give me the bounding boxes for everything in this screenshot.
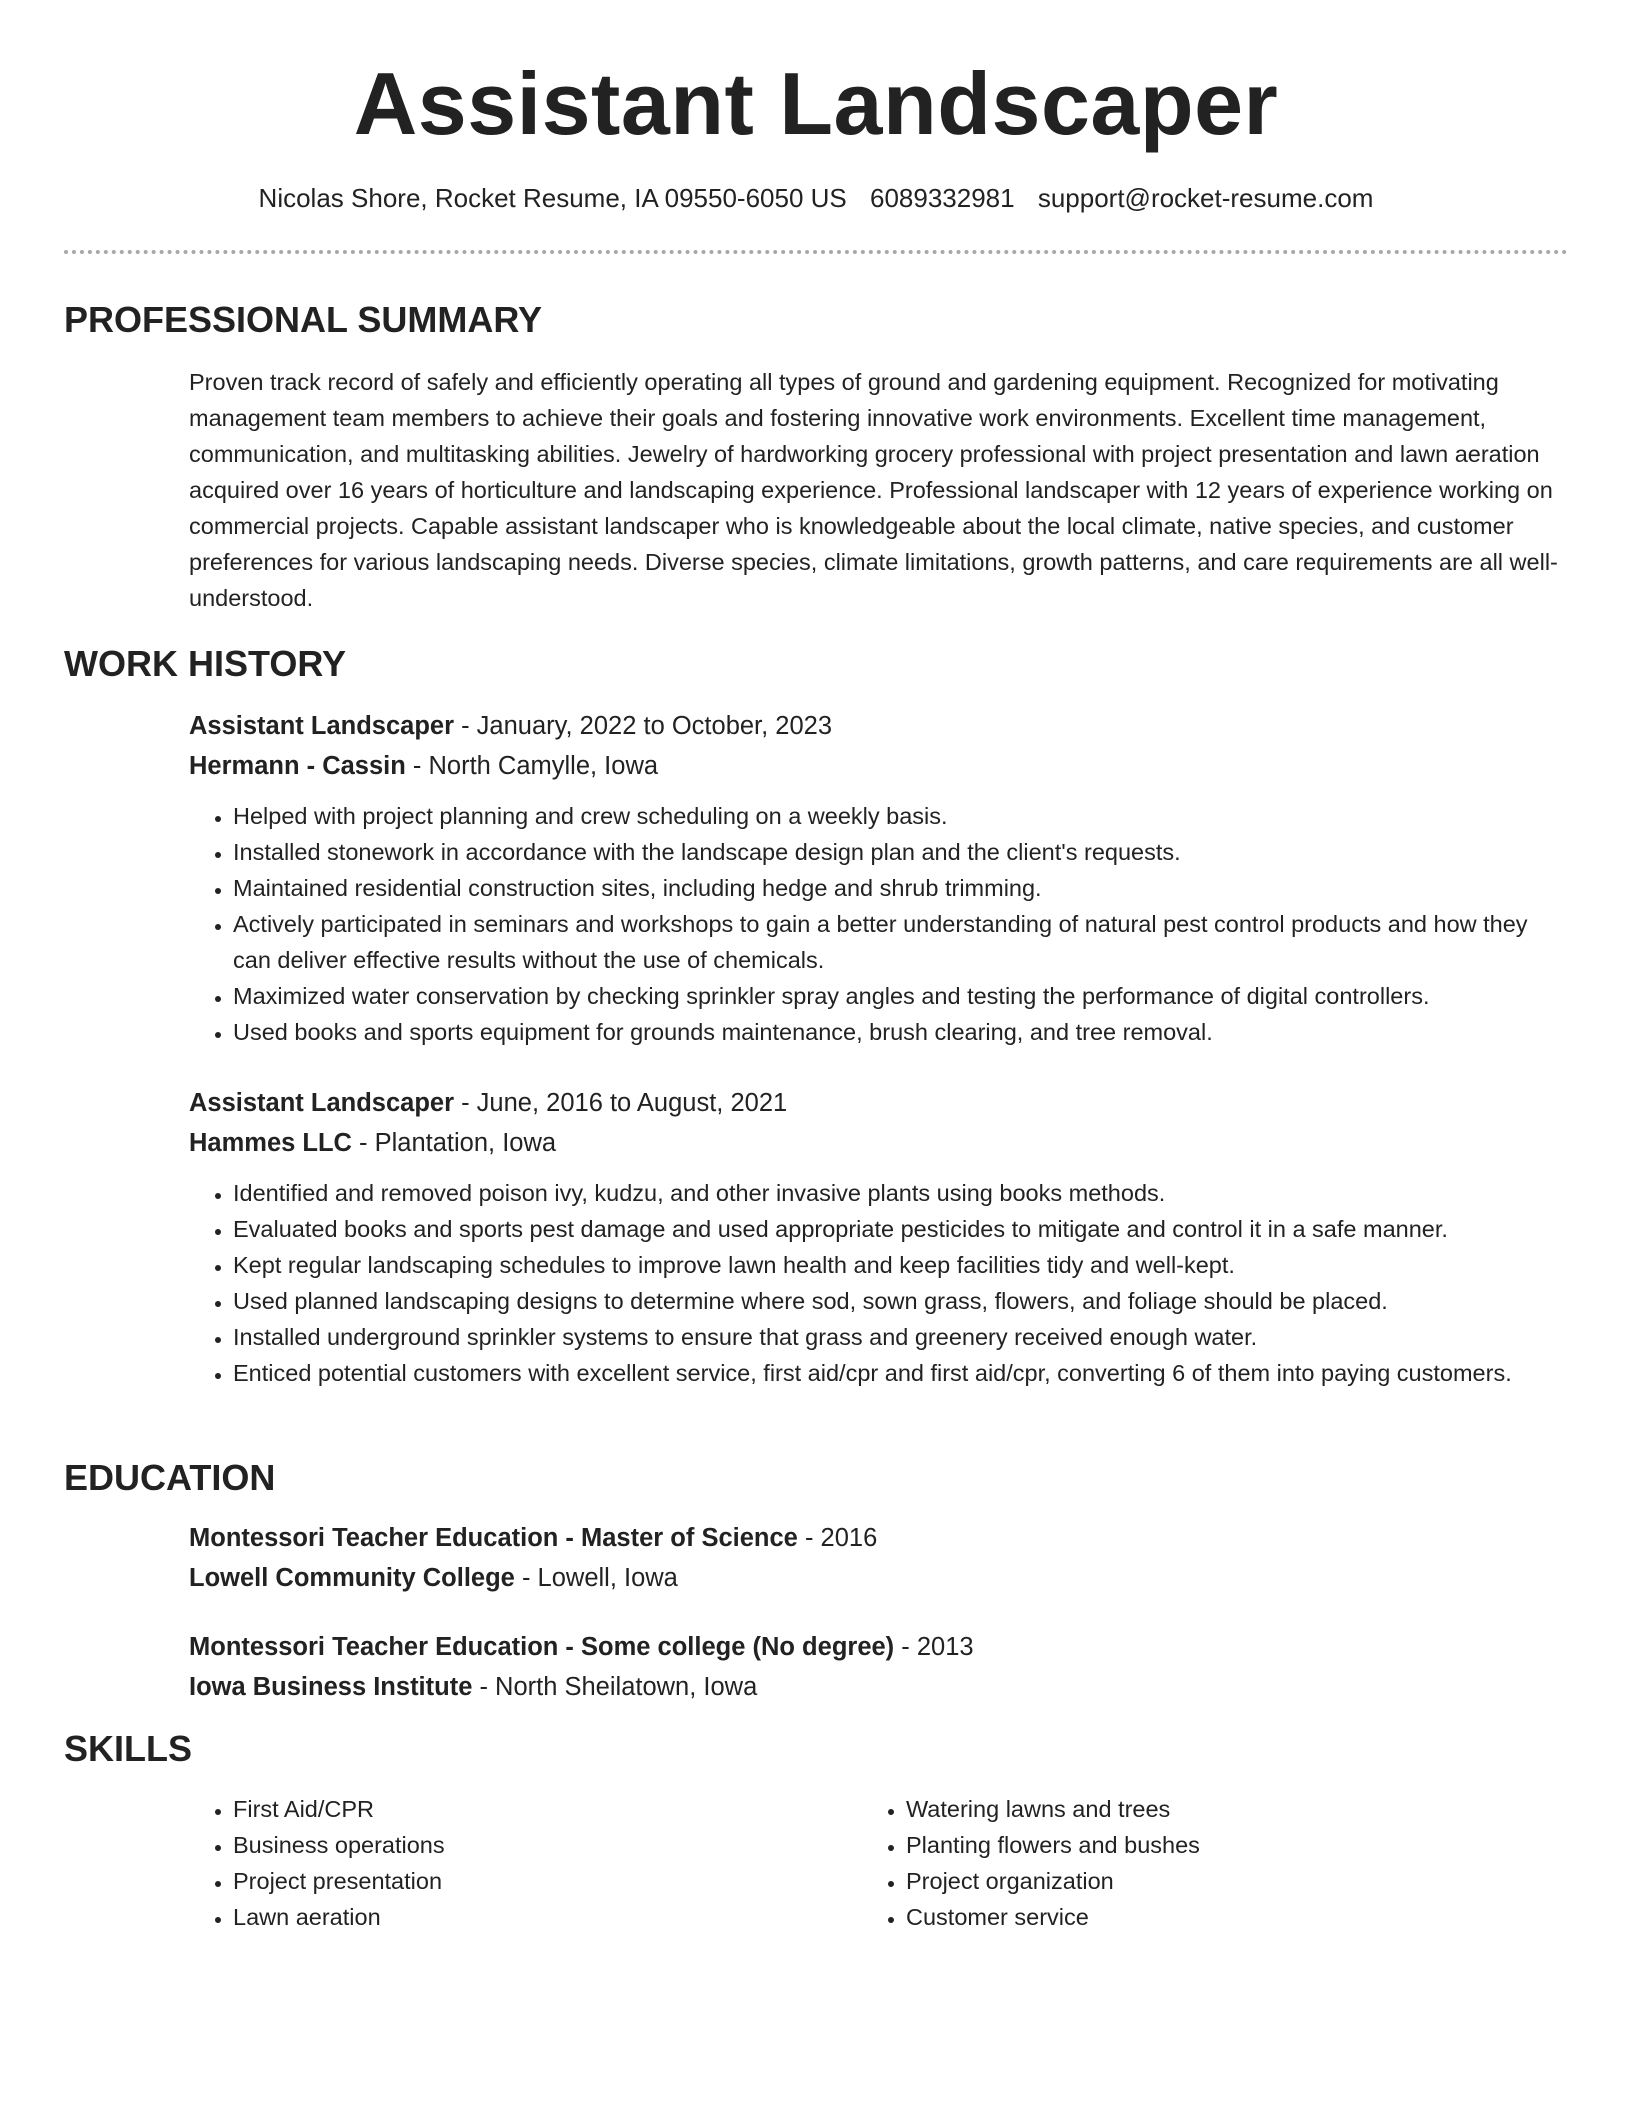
job-duty: • Used planned landscaping designs to determine where sod, sown grass, flowers, and foliage should be placed. — [233, 1283, 1569, 1319]
skills-list — [189, 1791, 809, 1935]
job-duty: • Used books and sports equipment for grounds maintenance, brush clearing, and tree removal. — [233, 1014, 1569, 1050]
skill-item: • Project organization — [906, 1863, 1482, 1899]
contact-line — [0, 182, 1632, 214]
skills-list — [862, 1791, 1482, 1935]
degree-year: - 2016 — [797, 1524, 878, 1552]
degree: Montessori Teacher Education - Some college (No degree) — [189, 1633, 895, 1661]
job-duty: • Identified and removed poison ivy, kudzu, and other invasive plants using books methods. — [233, 1175, 1569, 1211]
skill-item: • Planting flowers and bushes — [906, 1827, 1482, 1863]
job-duty: • Maintained residential construction sites, including hedge and shrub trimming. — [233, 870, 1569, 906]
school-line — [189, 1558, 1569, 1598]
job-duty: • Kept regular landscaping schedules to improve lawn health and keep facilities tidy and well-kept. — [233, 1247, 1569, 1283]
skill-item: • Project presentation — [233, 1863, 809, 1899]
skill-item: • Business operations — [233, 1827, 809, 1863]
job-duty: • Enticed potential customers with excellent service, first aid/cpr and first aid/cpr, converting 6 of them into paying customers. — [233, 1355, 1569, 1391]
job-duty: • Helped with project planning and crew scheduling on a weekly basis. — [233, 798, 1569, 834]
school-location: - North Sheilatown, Iowa — [472, 1673, 758, 1701]
contact-address: Nicolas Shore, Rocket Resume, IA 09550-6050 US — [258, 183, 847, 213]
skill-item: • Watering lawns and trees — [906, 1791, 1482, 1827]
summary-text: Proven track record of safely and efficiently operating all types of ground and gardening equipment. Recognized for motivating management team members to achieve their goals and fostering innovative work environments. Excellent time management, communication, and multitasking abilities. Jewelry of hardworking grocery professional with project presentation and lawn aeration acquired over 16 years of horticulture and landscaping experience. Professional landscaper with 12 years of experience working on commercial projects. Capable assistant landscaper who is knowledgeable about the local climate, native species, and customer preferences for various landscaping needs. Diverse species, climate limitations, growth patterns, and care requirements are all well-understood. — [189, 369, 1558, 611]
job-duties-list — [189, 1175, 1569, 1391]
job-title-line — [189, 1083, 1569, 1123]
skill-item: • First Aid/CPR — [233, 1791, 809, 1827]
contact-phone: 6089332981 — [869, 183, 1015, 213]
education-entry — [189, 1518, 1569, 1598]
job-dates: - June, 2016 to August, 2021 — [454, 1089, 788, 1117]
job-duty: • Installed stonework in accordance with the landscape design plan and the client's requests. — [233, 834, 1569, 870]
job-entry — [189, 706, 1569, 1050]
degree: Montessori Teacher Education - Master of Science — [189, 1524, 798, 1552]
job-entry — [189, 1083, 1569, 1391]
job-duty: • Maximized water conservation by checking sprinkler spray angles and testing the performance of digital controllers. — [233, 978, 1569, 1014]
job-company: Hammes LLC — [189, 1129, 352, 1157]
job-duty: • Evaluated books and sports pest damage and used appropriate pesticides to mitigate and control it in a safe manner. — [233, 1211, 1569, 1247]
header-divider — [64, 250, 1568, 254]
skills-column-right — [862, 1791, 1482, 1935]
job-duty: • Installed underground sprinkler systems to ensure that grass and greenery received enough water. — [233, 1319, 1569, 1355]
school-name: Lowell Community College — [189, 1564, 515, 1592]
school-line — [189, 1667, 1569, 1707]
job-duty: • Actively participated in seminars and workshops to gain a better understanding of natural pest control products and how they can deliver effective results without the use of chemicals. — [233, 906, 1569, 978]
job-role: Assistant Landscaper — [189, 712, 455, 740]
degree-year: - 2013 — [894, 1633, 974, 1661]
job-duties-list — [189, 798, 1569, 1050]
job-role: Assistant Landscaper — [189, 1089, 455, 1117]
school-location: - Lowell, Iowa — [514, 1564, 678, 1592]
skills-heading: SKILLS — [64, 1728, 193, 1769]
job-company-line — [189, 746, 1569, 786]
candidate-name: Assistant Landscaper — [353, 54, 1279, 153]
job-location: - North Camylle, Iowa — [405, 752, 659, 780]
degree-line — [189, 1627, 1569, 1667]
job-location: - Plantation, Iowa — [351, 1129, 557, 1157]
school-name: Iowa Business Institute — [189, 1673, 473, 1701]
skill-item: • Customer service — [906, 1899, 1482, 1935]
skills-column-left — [189, 1791, 809, 1935]
job-company-line — [189, 1123, 1569, 1163]
education-entry — [189, 1627, 1569, 1707]
education-heading: EDUCATION — [64, 1457, 276, 1498]
degree-line — [189, 1518, 1569, 1558]
job-company: Hermann - Cassin — [189, 752, 406, 780]
job-dates: - January, 2022 to October, 2023 — [454, 712, 833, 740]
contact-email[interactable]: support@rocket-resume.com — [1037, 183, 1374, 213]
job-title-line — [189, 706, 1569, 746]
work-history-heading: WORK HISTORY — [64, 643, 347, 684]
summary-block — [189, 364, 1569, 616]
skill-item: • Lawn aeration — [233, 1899, 809, 1935]
summary-heading: PROFESSIONAL SUMMARY — [64, 299, 543, 340]
